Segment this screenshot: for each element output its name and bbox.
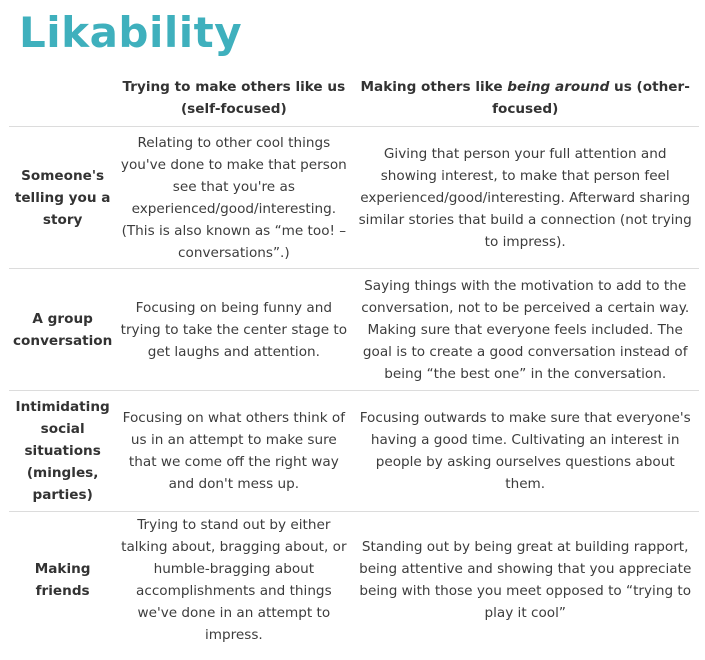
table-row — [9, 127, 699, 269]
row-label: Someone's telling you a story — [14, 167, 111, 228]
row-label: A group conversation — [13, 310, 113, 349]
table-row — [9, 391, 699, 512]
header-other-post: us (other-focused) — [492, 79, 690, 117]
header-row — [9, 70, 699, 127]
likability-table — [9, 70, 699, 649]
header-other-pre: Making others like — [360, 79, 508, 95]
other-focused-cell: Giving that person your full attention and showing interest, to make that person feel experienced/good/interesting. Afterward sharing similar stories that build a connection (not trying to impress). — [358, 145, 692, 250]
table-row — [9, 512, 699, 649]
self-focused-cell: Focusing on being funny and trying to take the center stage to get laughs and attention. — [120, 299, 348, 360]
other-focused-cell: Focusing outwards to make sure that everyone's having a good time. Cultivating an interest in people by asking ourselves questions about them. — [359, 410, 691, 492]
self-focused-cell: Relating to other cool things you've done to make that person see that you're as experienced/good/interesting. (This is also known as “me too! – conversations”.) — [120, 134, 347, 261]
row-label: Intimidating social situations (mingles, parties) — [15, 399, 110, 503]
table-row — [9, 269, 699, 391]
header-self-focused — [116, 70, 351, 127]
page-title: Likability — [19, 8, 243, 57]
other-focused-cell: Saying things with the motivation to add to the conversation, not to be perceived a certain way. Making sure that everyone feels included. The goal is to create a good conversation instead of being “the best one” in the conversation. — [361, 277, 690, 382]
row-label: Making friends — [34, 561, 91, 600]
header-corner — [9, 70, 116, 127]
header-other-emphasis: being around — [507, 79, 610, 95]
header-self-focused-label: Trying to make others like us (self-focused) — [122, 79, 346, 117]
other-focused-cell: Standing out by being great at building rapport, being attentive and showing that you appreciate being with those you meet opposed to “trying to play it cool” — [359, 539, 692, 622]
self-focused-cell: Focusing on what others think of us in an attempt to make sure that we come off the right way and don't mess up. — [122, 410, 346, 492]
self-focused-cell: Trying to stand out by either talking about, bragging about, or humble-bragging about accomplishments and things we've done in an attempt to impress. — [121, 517, 347, 644]
header-other-focused — [351, 70, 699, 127]
